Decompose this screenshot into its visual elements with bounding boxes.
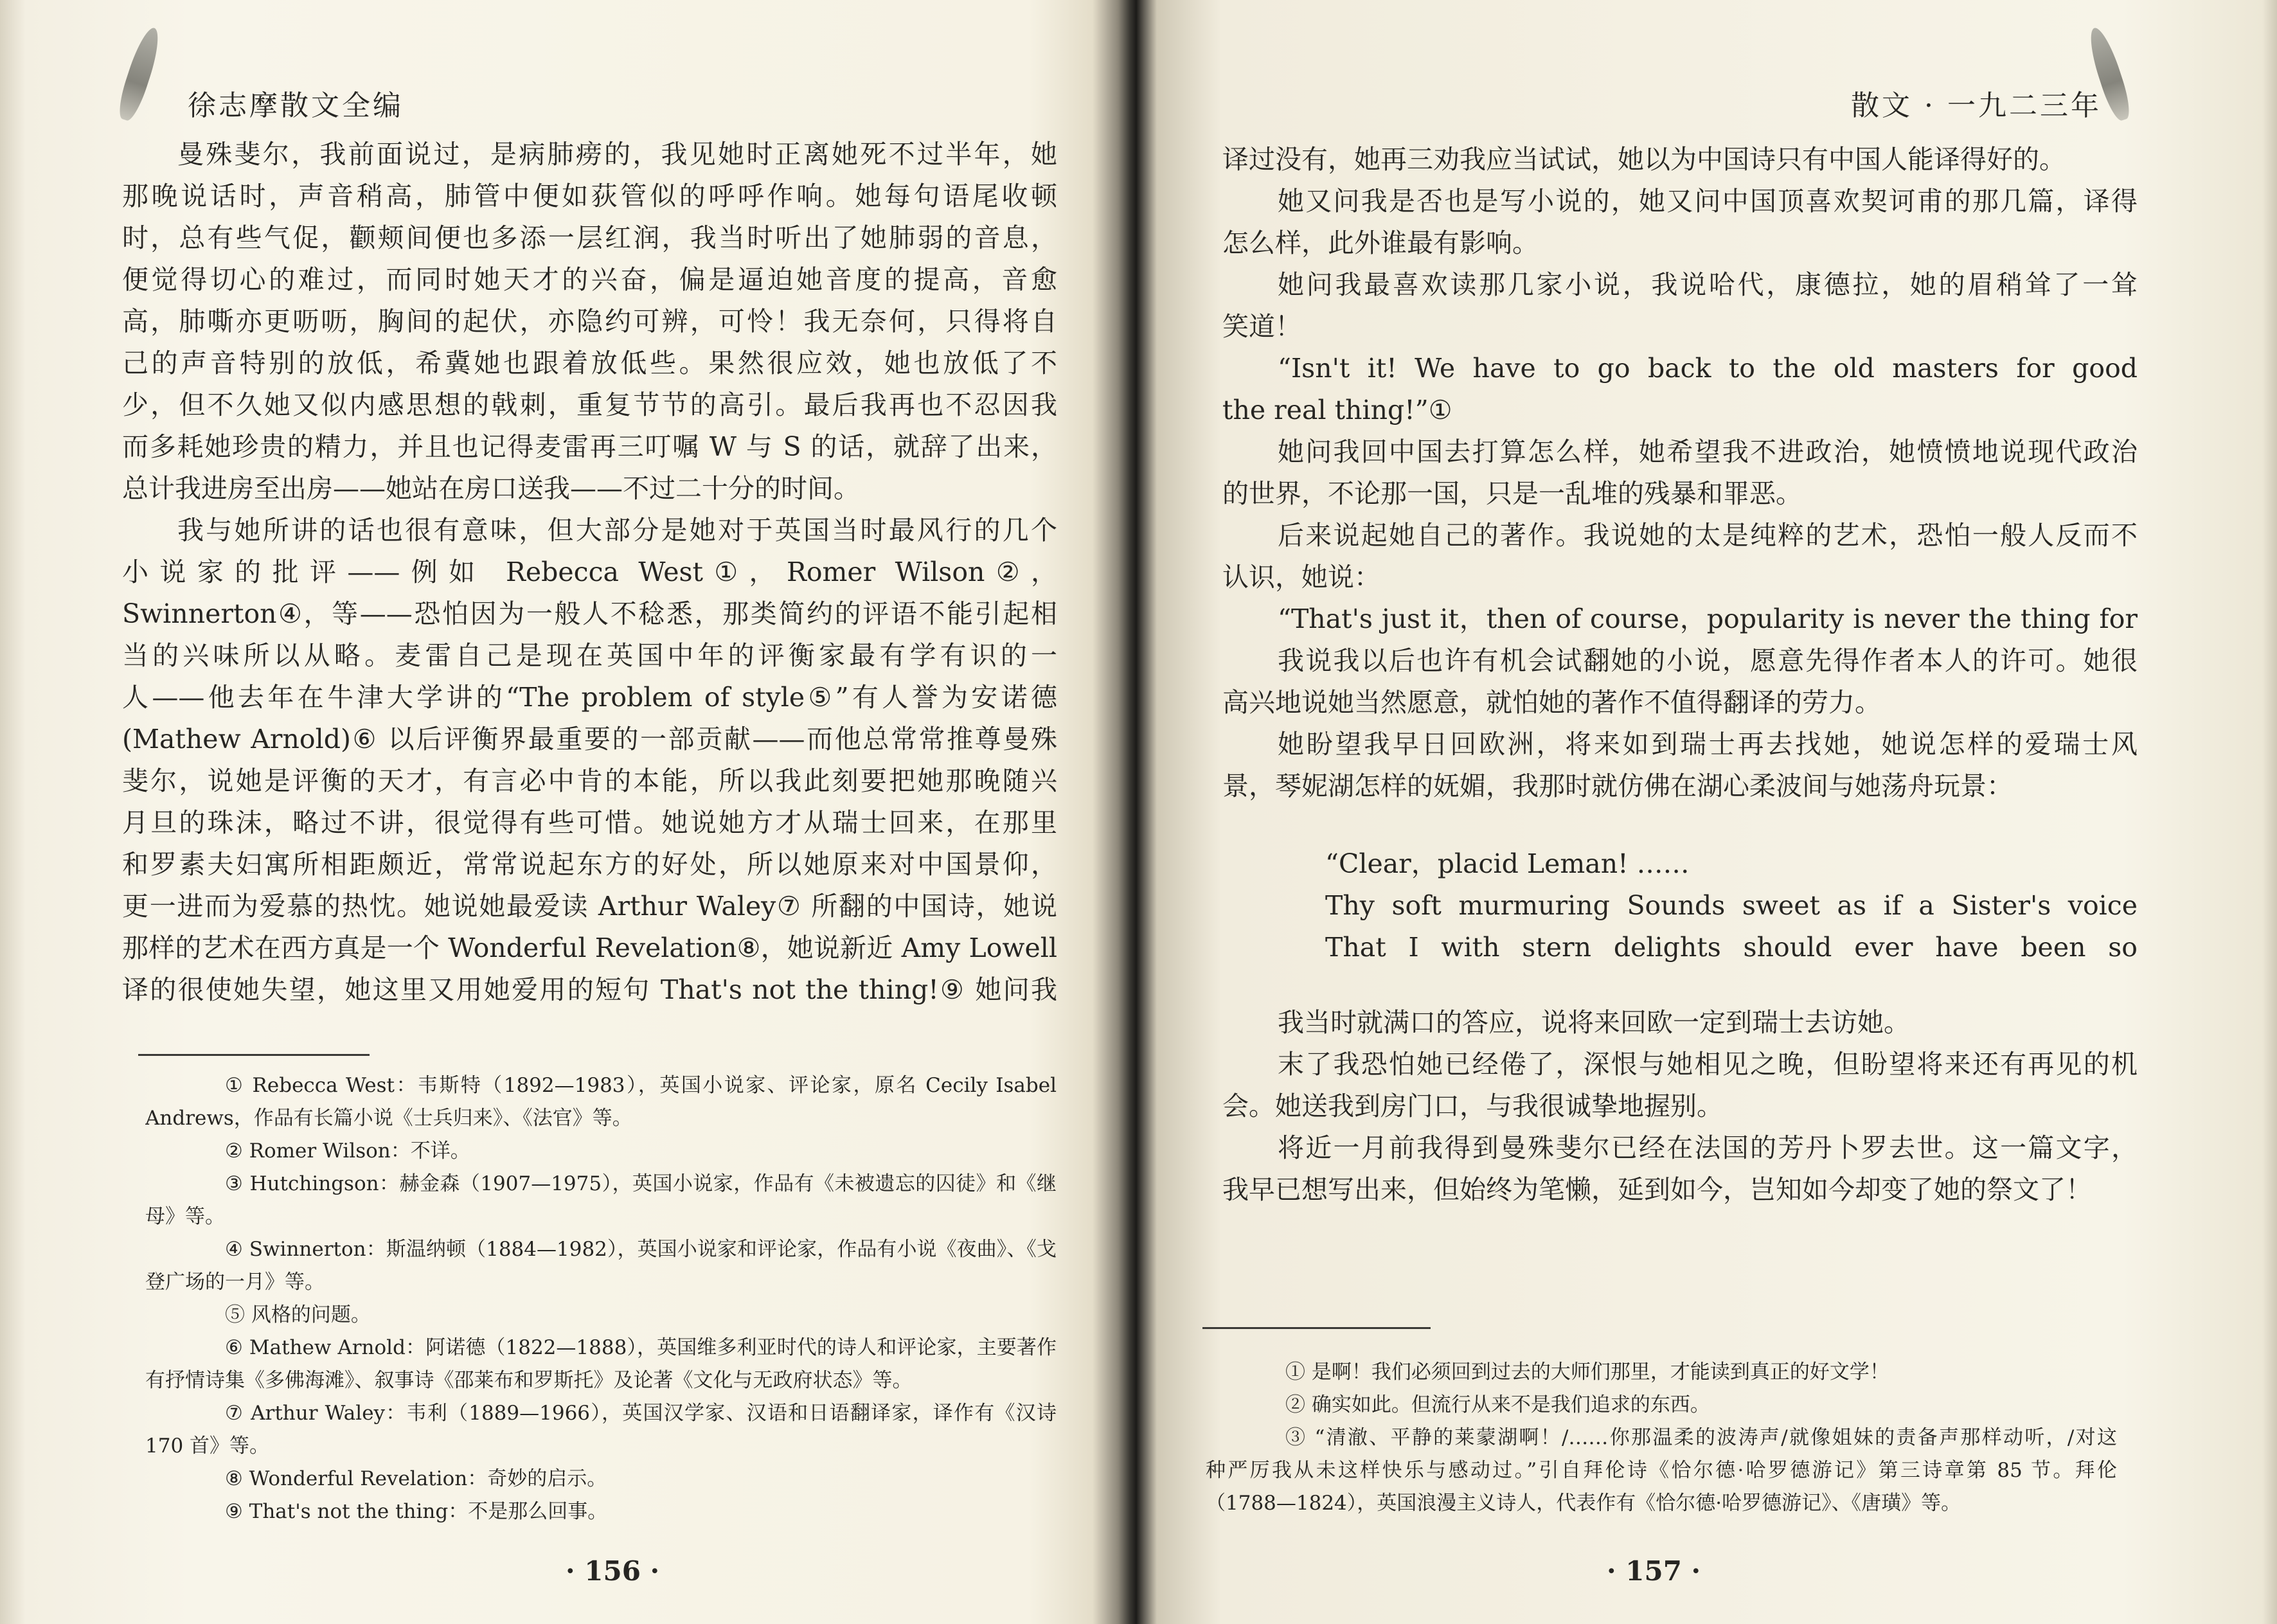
feather-ornament-icon — [114, 24, 165, 123]
paragraph — [1222, 640, 2138, 724]
text-line: 她问我回中国去打算怎么样，她希望我不进政治，她愤愤地说现代政治 — [1278, 436, 2138, 467]
footnote-line: 170 首》等。 — [145, 1434, 270, 1458]
text-line: 高，肺嘶亦更呖呖，胸间的起伏，亦隐约可辨，可怜！我无奈何，只得将自 — [122, 306, 1057, 337]
footnote-line: ① Rebecca West：韦斯特（1892—1983），英国小说家、评论家，原名 Cecily Isabel — [225, 1074, 1057, 1097]
footnote-line: ④ Swinnerton：斯温纳顿（1884—1982），英国小说家和评论家，作品有小说《夜曲》、《戈 — [225, 1238, 1057, 1261]
left-page-footnotes — [145, 1069, 1057, 1528]
text-line: 高兴地说她当然愿意，就怕她的著作不值得翻译的劳力。 — [1222, 687, 1881, 718]
paragraph — [1222, 139, 2138, 181]
text-line: Thy soft murmuring Sounds sweet as if a Sister's voice — [1325, 890, 2138, 921]
text-line: 的世界，不论那一国，只是一乱堆的残暴和罪恶。 — [1222, 478, 1802, 509]
text-line: 我说我以后也许有机会试翻她的小说，愿意先得作者本人的许可。她很 — [1278, 645, 2138, 676]
paragraph — [1222, 1044, 2138, 1127]
text-line: 译的很使她失望，她这里又用她爱用的短句 That's not the thing!⑨ 她问我 — [122, 974, 1057, 1005]
paragraph — [1222, 598, 2138, 640]
text-line: That I with stern delights should ever have been so — [1325, 932, 2138, 963]
text-line: 人——他去年在牛津大学讲的“The problem of style⑤”有人誉为安诺德 — [122, 682, 1057, 713]
footnote-line: 母》等。 — [145, 1205, 225, 1228]
text-line: 己的声音特别的放低，希冀她也跟着放低些。果然很应效，她也放低了不 — [122, 348, 1057, 379]
paragraph — [1222, 515, 2138, 598]
text-line: 便觉得切心的难过，而同时她天才的兴奋，偏是逼迫她音度的提高，音愈 — [122, 264, 1057, 295]
footnote-line: 有抒情诗集《多佛海滩》、叙事诗《邵莱布和罗斯托》及论著《文化与无政府状态》等。 — [145, 1369, 913, 1392]
footnote-line: ① 是啊！我们必须回到过去的大师们那里，才能读到真正的好文学！ — [1285, 1361, 1889, 1384]
text-line: 会。她送我到房门口，与我很诚挚地握别。 — [1222, 1091, 1723, 1121]
text-line: Swinnerton④，等——恐怕因为一般人不稔悉，那类简约的评语不能引起相 — [122, 598, 1057, 629]
left-page-body — [122, 134, 1057, 1011]
paragraph — [1222, 181, 2138, 264]
paragraph — [1222, 1002, 2138, 1044]
footnote-line: ③ “清澈、平静的莱蒙湖啊！/……你那温柔的波涛声/就像姐妹的责备声那样动听，/对这 — [1285, 1426, 2117, 1449]
footnote-line: ⑦ Arthur Waley：韦利（1889—1966），英国汉学家、汉语和日语翻译家，译作有《汉诗 — [225, 1402, 1057, 1425]
footnote-divider — [138, 1054, 370, 1056]
text-line: 那晚说话时，声音稍高，肺管中便如荻管似的呼呼作响。她每句语尾收顿 — [122, 181, 1057, 211]
page-number: · 156 · — [566, 1555, 660, 1587]
paragraph — [1222, 1127, 2138, 1211]
footnote-line: ⑨ That's not the thing：不是那么回事。 — [225, 1500, 608, 1523]
running-header-book-title: 徐志摩散文全编 — [188, 89, 404, 122]
footnote — [145, 1495, 1057, 1528]
footnote — [145, 1069, 1057, 1135]
right-page-body — [1222, 139, 2138, 1211]
text-line: 她又问我是否也是写小说的，她又问中国顶喜欢契诃甫的那几篇，译得 — [1278, 186, 2138, 217]
text-line: 译过没有，她再三劝我应当试试，她以为中国诗只有中国人能译得好的。 — [1222, 144, 2066, 175]
footnote — [145, 1397, 1057, 1463]
paragraph — [122, 134, 1057, 510]
footnote-line: ⑥ Mathew Arnold：阿诺德（1822—1888），英国维多利亚时代的诗人和评论家，主要著作 — [225, 1336, 1057, 1359]
page-number: · 157 · — [1607, 1555, 1701, 1587]
text-line: “That's just it，then of course，popularity is never the thing for — [1278, 603, 2138, 634]
footnote-line: ② Romer Wilson：不详。 — [225, 1139, 470, 1163]
text-line: 总计我进房至出房——她站在房口送我——不过二十分的时间。 — [122, 473, 860, 504]
text-line: 和罗素夫妇寓所相距颇近，常常说起东方的好处，所以她原来对中国景仰， — [122, 849, 1057, 880]
text-line: 怎么样，此外谁最有影响。 — [1222, 228, 1539, 258]
footnote — [145, 1299, 1057, 1332]
text-line: 认识，她说： — [1222, 562, 1380, 593]
text-line: 她盼望我早日回欧洲，将来如到瑞士再去找她，她说怎样的爱瑞士风 — [1278, 729, 2138, 760]
paragraph — [1222, 264, 2138, 348]
text-line: 曼殊斐尔，我前面说过，是病肺痨的，我见她时正离她死不过半年，她 — [177, 139, 1057, 170]
footnote-line: （1788—1824），英国浪漫主义诗人，代表作有《恰尔德·哈罗德游记》、《唐璜》等。 — [1206, 1492, 1961, 1515]
footnote-line: ② 确实如此。但流行从来不是我们追求的东西。 — [1285, 1393, 1710, 1416]
text-line: 时，总有些气促，颧颊间便也多添一层红润，我当时听出了她肺弱的音息， — [122, 222, 1057, 253]
right-page-footnotes — [1206, 1356, 2117, 1520]
text-line: 更一进而为爱慕的热忱。她说她最爱读 Arthur Waley⑦ 所翻的中国诗，她说 — [122, 891, 1057, 922]
footnote-line: 种严厉我从未这样快乐与感动过。”引自拜伦诗《恰尔德·哈罗德游记》第三诗章第 85 节。拜伦 — [1206, 1459, 2117, 1482]
text-line: 斐尔，说她是评衡的天才，有言必中肯的本能，所以我此刻要把她那晚随兴 — [122, 765, 1057, 796]
footnote — [1206, 1422, 2117, 1520]
text-line: 笑道！ — [1222, 311, 1301, 342]
text-line: “Isn't it! We have to go back to the old masters for good — [1278, 353, 2138, 384]
footnote-divider — [1202, 1327, 1431, 1329]
text-line: 后来说起她自己的著作。我说她的太是纯粹的艺术，恐怕一般人反而不 — [1278, 520, 2138, 551]
text-line: 景，琴妮湖怎样的妩媚，我那时就仿佛在湖心柔波间与她荡舟玩景： — [1222, 771, 2013, 801]
footnote-line: Andrews，作品有长篇小说《士兵归来》、《法官》等。 — [145, 1107, 632, 1130]
paragraph — [1222, 431, 2138, 515]
text-line: 小说家的批评——例如 Rebecca West①，Romer Wilson②， — [122, 557, 1057, 587]
text-line: 少，但不久她又似内感思想的戟刺，重复节节的高引。最后我再也不忍因我 — [122, 389, 1057, 420]
footnote — [145, 1168, 1057, 1233]
poem-quote — [1222, 843, 2138, 968]
paragraph — [1222, 724, 2138, 807]
text-line: 那样的艺术在西方真是一个 Wonderful Revelation⑧，她说新近 Amy Lowell — [122, 932, 1057, 963]
text-line: 我与她所讲的话也很有意味，但大部分是她对于英国当时最风行的几个 — [177, 515, 1057, 546]
text-line: 而多耗她珍贵的精力，并且也记得麦雷再三叮嘱 W 与 S 的话，就辞了出来， — [122, 431, 1057, 462]
footnote — [145, 1233, 1057, 1299]
footnote-line: 登广场的一月》等。 — [145, 1271, 325, 1294]
footnote — [1206, 1389, 2117, 1422]
text-line: 末了我恐怕她已经倦了，深恨与她相见之晚，但盼望将来还有再见的机 — [1278, 1049, 2138, 1080]
footnote-line: ⑤ 风格的问题。 — [225, 1303, 371, 1326]
footnote-line: ⑧ Wonderful Revelation：奇妙的启示。 — [225, 1467, 607, 1490]
paragraph — [1222, 348, 2138, 431]
text-line: the real thing!”① — [1222, 395, 1452, 425]
text-line: 我早已想写出来，但始终为笔懒，延到如今，岂知如今却变了她的祭文了！ — [1222, 1174, 2092, 1205]
paragraph — [122, 510, 1057, 1011]
running-header-section: 散文 · 一九二三年 — [1851, 89, 2102, 122]
footnote — [1206, 1356, 2117, 1389]
footnote — [145, 1463, 1057, 1495]
text-line: 月旦的珠沫，略过不讲，很觉得有些可惜。她说她方才从瑞士回来，在那里 — [122, 807, 1057, 838]
text-line: 将近一月前我得到曼殊斐尔已经在法国的芳丹卜罗去世。这一篇文字， — [1278, 1132, 2138, 1163]
text-line: (Mathew Arnold)⑥ 以后评衡界最重要的一部贡献——而他总常常推尊曼殊 — [122, 724, 1057, 754]
text-line: 她问我最喜欢读那几家小说，我说哈代，康德拉，她的眉稍耸了一耸 — [1278, 269, 2138, 300]
footnote — [145, 1135, 1057, 1168]
text-line: 当的兴味所以从略。麦雷自己是现在英国中年的评衡家最有学有识的一 — [122, 640, 1057, 671]
text-line: “Clear，placid Leman! …… — [1325, 848, 1690, 879]
footnote — [145, 1332, 1057, 1397]
text-line: 我当时就满口的答应，说将来回欧一定到瑞士去访她。 — [1278, 1007, 1910, 1038]
footnote-line: ③ Hutchingson：赫金森（1907—1975），英国小说家，作品有《未被遗忘的囚徒》和《继 — [225, 1172, 1057, 1195]
